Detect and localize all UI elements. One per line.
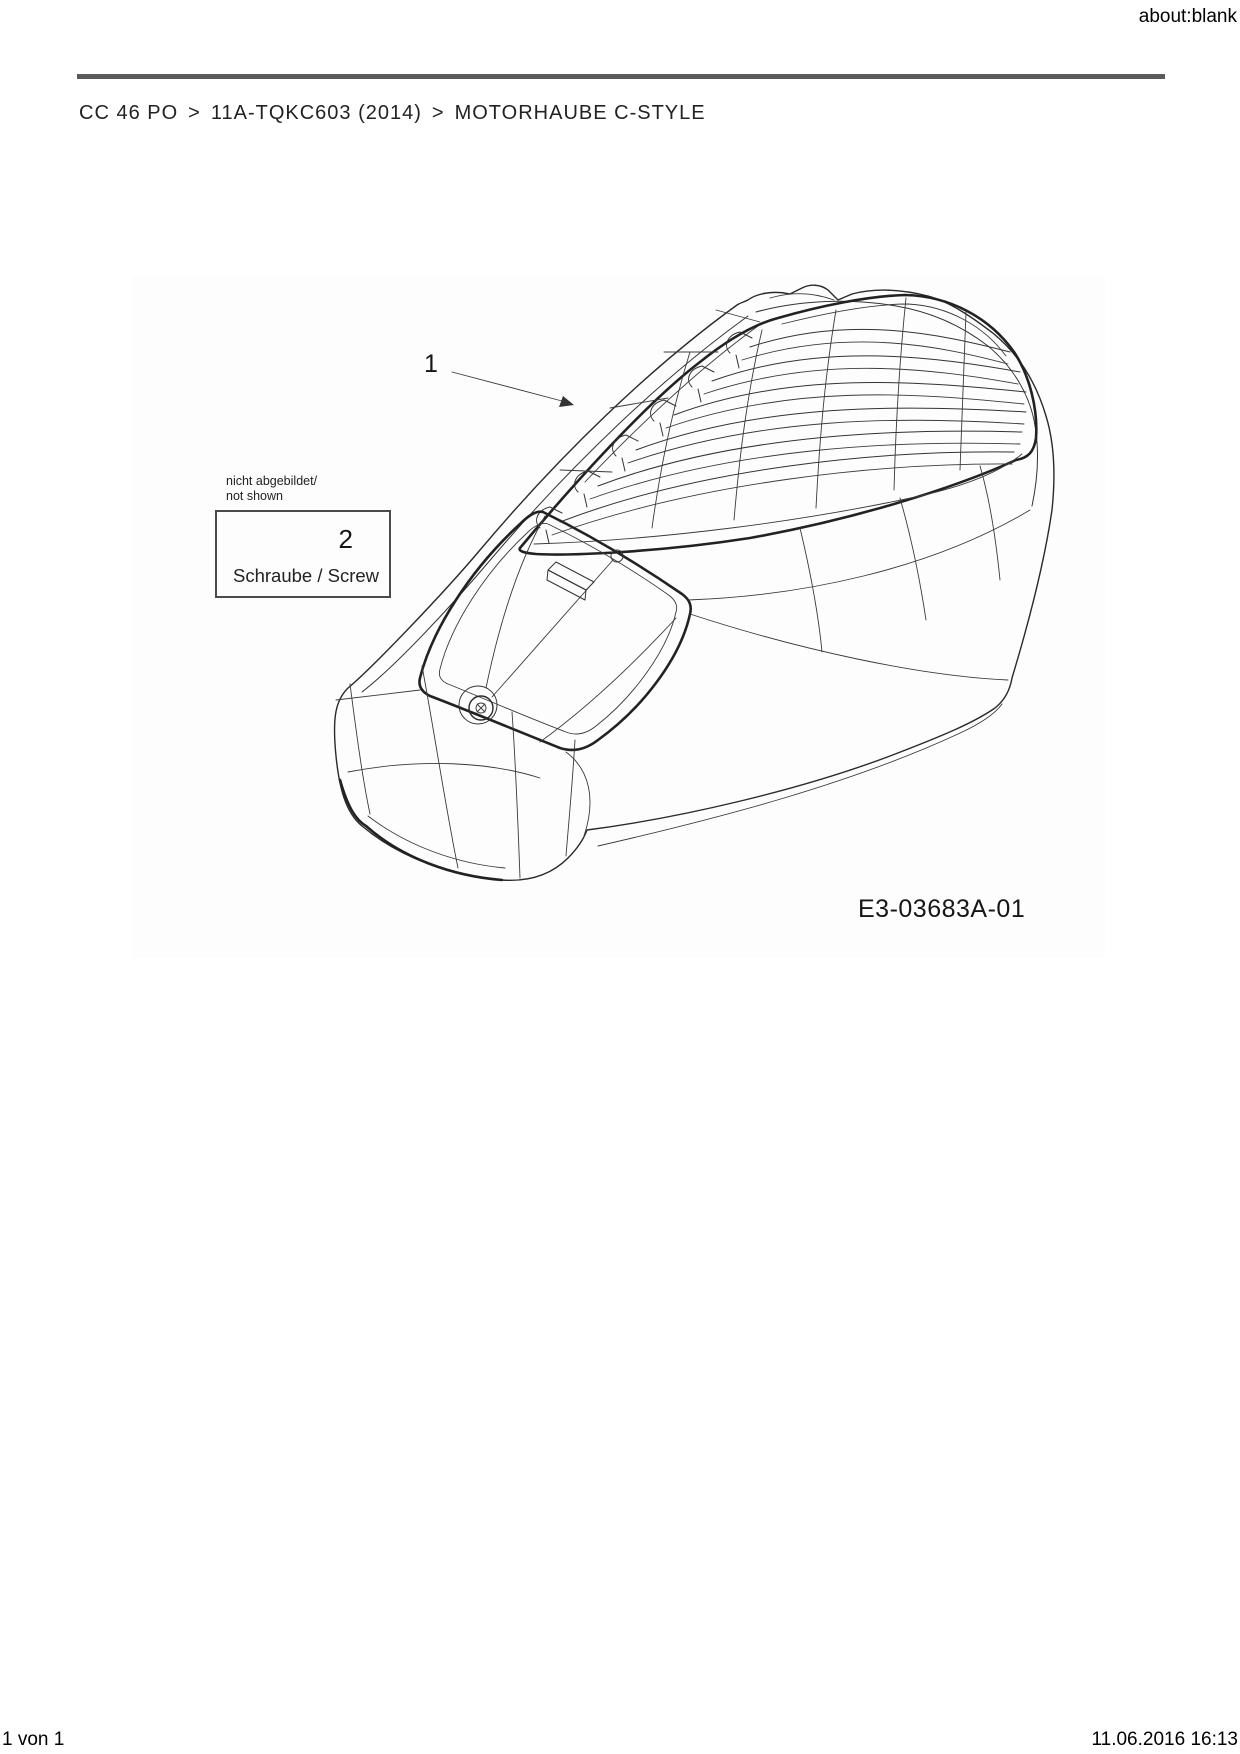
callout-1-label: 1 — [424, 350, 438, 378]
not-shown-note — [226, 474, 317, 504]
footer-timestamp: 11.06.2016 16:13 — [1091, 1729, 1238, 1750]
arrowhead-icon — [559, 396, 574, 407]
footer-page-count: 1 von 1 — [2, 1729, 65, 1750]
breadcrumb-item-section[interactable]: MOTORHAUBE C-STYLE — [454, 102, 706, 124]
screw-detail — [459, 686, 497, 724]
rim-seams — [560, 310, 760, 472]
printed-url: about:blank — [1138, 6, 1237, 27]
breadcrumb-separator: > — [431, 102, 445, 124]
breadcrumb-separator: > — [188, 102, 201, 124]
foot-panel-lines — [336, 666, 590, 878]
hood-technical-drawing — [132, 276, 1105, 958]
breadcrumb-item-variant[interactable]: 11A-TQKC603 (2014) — [210, 102, 422, 124]
access-panel — [419, 512, 690, 750]
breadcrumb-item-model[interactable]: CC 46 PO — [79, 102, 179, 124]
not-shown-note-line2: not shown — [226, 489, 283, 503]
header-rule — [77, 74, 1165, 79]
breadcrumb — [79, 102, 706, 125]
louver-ribs — [537, 298, 1026, 543]
hood-outline — [335, 285, 1055, 880]
part-2-name: Schraube / Screw — [233, 565, 380, 586]
body-panel-lines — [598, 466, 1030, 846]
drawing-number: E3-03683A-01 — [858, 895, 1026, 923]
not-shown-note-line1: nicht abgebildet/ — [226, 474, 318, 488]
part-2-number: 2 — [338, 524, 353, 554]
not-shown-part-box — [215, 510, 391, 598]
callout-1-leader — [452, 372, 574, 407]
parts-diagram — [132, 276, 1105, 958]
